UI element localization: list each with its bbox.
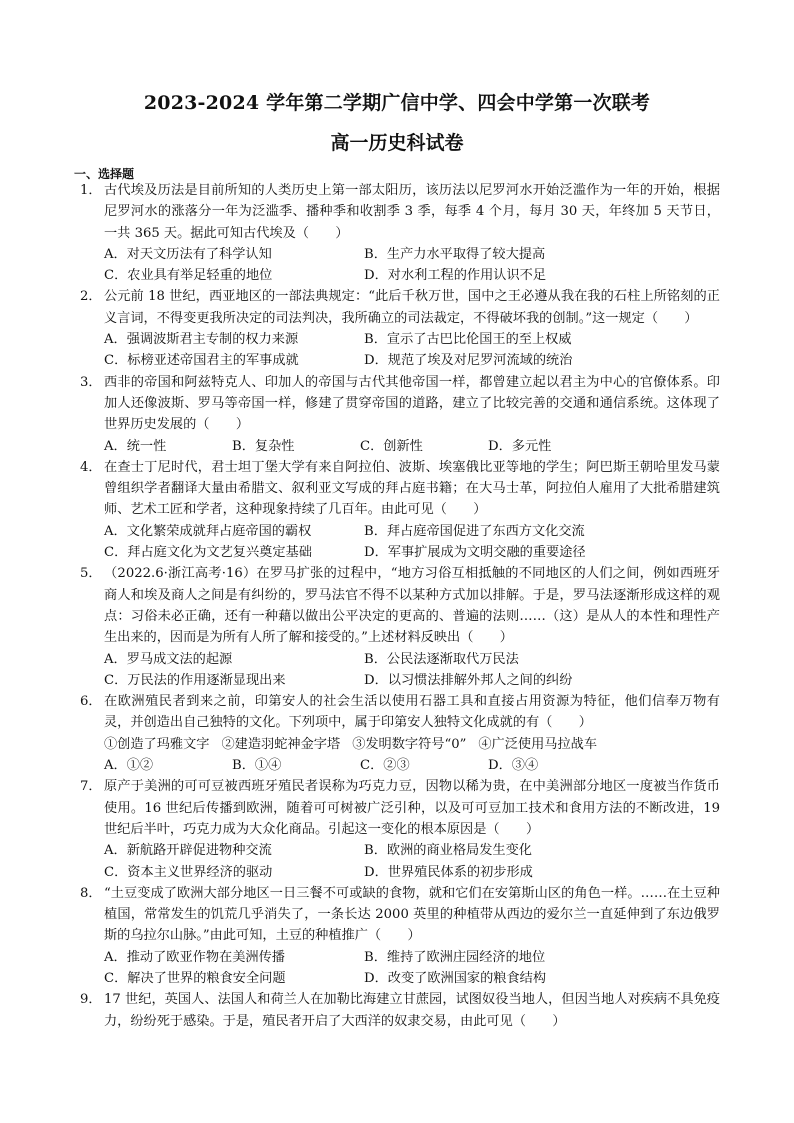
answer-option: D．规范了埃及对尼罗河流域的统治 (364, 353, 573, 369)
option-list (80, 755, 720, 776)
statement-item: ④广泛使用马拉战车 (478, 736, 598, 752)
answer-option: D．世界殖民体系的初步形成 (364, 864, 533, 880)
answer-option: D．军事扩展成为文明交融的重要途径 (364, 545, 586, 561)
question-item (80, 180, 720, 286)
option-row (104, 244, 720, 265)
answer-option: C．解决了世界的粮食安全问题 (104, 970, 286, 986)
answer-option: A．推动了欧亚作物在美洲传播 (104, 949, 285, 965)
option-row (104, 649, 720, 670)
answer-option: C．农业具有举足轻重的地位 (104, 268, 273, 284)
question-text: 在查士丁尼时代，君士坦丁堡大学有来自阿拉伯、波斯、埃塞俄比亚等地的学生；阿巴斯王朝哈里发马蒙曾组织学者翻译大量由希腊文、叙利亚文写成的拜占庭书籍；在大马士革，阿拉伯人雇用了大批希腊建筑师、艺术工匠和学者，这种现象持续了几百年。由此可见（ ） (104, 459, 720, 518)
option-list (80, 329, 720, 372)
question-number: 1． (80, 183, 102, 198)
option-list (80, 649, 720, 692)
question-item (80, 457, 720, 563)
question-stem (80, 372, 720, 436)
exam-title: 2023-2024 学年第二学期广信中学、四会中学第一次联考 (143, 92, 651, 114)
question-item (80, 691, 720, 776)
statement-list (80, 734, 720, 755)
question-text: 原产于美洲的可可豆被西班牙殖民者误称为巧克力豆，因物以稀为贵，在中美洲部分地区一度被当作货币使用。16 世纪后传播到欧洲，随着可可树被广泛引种，以及可可豆加工技术和食用方法的不断改进，19 世纪后半叶，巧克力成为大众化商品。引起这一变化的根本原因是（ ） (104, 779, 720, 837)
question-number: 6． (80, 694, 102, 710)
question-text: 17 世纪，英国人、法国人和荷兰人在加勒比海建立甘蔗园，试图奴役当地人，但因当地人对疾病不具免疫力，纷纷死于感染。于是，殖民者开启了大西洋的奴隶交易，由此可见（ ） (104, 992, 720, 1029)
question-number: 7． (80, 779, 102, 795)
answer-option: B．拜占庭帝国促进了东西方文化交流 (364, 523, 585, 539)
question-stem (80, 691, 720, 734)
question-number: 4． (80, 459, 102, 475)
answer-option: C．标榜亚述帝国君主的军事成就 (104, 353, 299, 369)
option-list (80, 947, 720, 990)
question-stem (80, 457, 720, 521)
answer-option: A．①② (104, 758, 154, 774)
question-item (80, 989, 720, 1032)
question-text: 古代埃及历法是目前所知的人类历史上第一部太阳历，该历法以尼罗河水开始泛滥作为一年的开始，根据尼罗河水的涨落分一年为泛滥季、播种季和收割季 3 季，每季 4 个月，每月 30 天，年终加 5 天节日，一共 365 天。据此可知古代埃及（ ） (104, 183, 720, 241)
option-list (80, 840, 720, 883)
question-item (80, 372, 720, 457)
option-row (104, 755, 720, 776)
question-text: “土豆变成了欧洲大部分地区一日三餐不可或缺的食物，就和它们在安第斯山区的角色一样。……在土豆种植国，常常发生的饥荒几乎消失了，一条长达 2000 英里的种植带从西边的爱尔兰一直延伸到了东边俄罗斯的乌拉尔山脉。”由此可知，土豆的种植推广（ ） (104, 885, 720, 944)
answer-option: B．宣示了古巴比伦国王的至上权威 (364, 332, 572, 348)
option-row (104, 329, 720, 350)
answer-option: D．对水利工程的作用认识不足 (364, 268, 547, 284)
answer-option: C．拜占庭文化为文艺复兴奠定基础 (104, 545, 312, 561)
answer-option: D．改变了欧洲国家的粮食结构 (364, 970, 547, 986)
statement-item: ①创造了玛雅文字 (104, 736, 210, 752)
answer-option: A．对天文历法有了科学认知 (104, 246, 272, 262)
option-row (104, 670, 720, 691)
question-stem (80, 180, 720, 244)
question-stem (80, 563, 720, 648)
question-stem (80, 776, 720, 840)
answer-option: B．①④ (232, 758, 282, 774)
option-row (104, 947, 720, 968)
answer-option: B．维持了欧洲庄园经济的地位 (364, 949, 546, 965)
question-stem (80, 883, 720, 947)
question-text: 公元前 18 世纪，西亚地区的一部法典规定：“此后千秋万世，国中之王必遵从我在我的石柱上所铭刻的正义言词，不得变更我所决定的司法判决，我所确立的司法裁定，不得破坏我的创制。”这一规定（ ） (104, 289, 720, 326)
option-list (80, 244, 720, 287)
answer-option: A．文化繁荣成就拜占庭帝国的霸权 (104, 523, 312, 539)
question-item (80, 883, 720, 989)
answer-option: A．新航路开辟促进物种交流 (104, 843, 272, 859)
exam-subtitle: 高一历史科试卷 (330, 132, 464, 154)
question-stem (80, 989, 720, 1032)
answer-option: C．创新性 (360, 438, 423, 454)
option-row (104, 542, 720, 563)
answer-option: D．多元性 (488, 438, 552, 454)
option-row (104, 521, 720, 542)
question-number: 8． (80, 885, 102, 901)
question-list (80, 180, 720, 1032)
statement-item: ③发明数字符号“0” (352, 736, 467, 752)
answer-option: A．罗马成文法的起源 (104, 651, 233, 667)
answer-option: B．生产力水平取得了较大提高 (364, 246, 546, 262)
option-row (104, 968, 720, 989)
option-row (104, 436, 720, 457)
question-number: 3． (80, 374, 102, 390)
answer-option: A．统一性 (104, 438, 167, 454)
answer-option: B．公民法逐渐取代万民法 (364, 651, 519, 667)
answer-option: A．强调波斯君主专制的权力来源 (104, 332, 299, 348)
answer-option: C．②③ (360, 758, 410, 774)
question-item (80, 776, 720, 882)
question-item (80, 563, 720, 691)
answer-option: D．③④ (488, 758, 539, 774)
question-stem (80, 286, 720, 329)
section-heading: 一、选择题 (74, 167, 135, 181)
answer-option: C．万民法的作用逐渐显现出来 (104, 672, 286, 688)
answer-option: B．欧洲的商业格局发生变化 (364, 843, 532, 859)
answer-option: B．复杂性 (232, 438, 295, 454)
question-text: 西非的帝国和阿兹特克人、印加人的帝国与古代其他帝国一样，都曾建立起以君主为中心的官僚体系。印加人还像波斯、罗马等帝国一样，修建了贯穿帝国的道路，建立了比较完善的交通和通信系统。这体现了世界历史发展的（ ） (104, 374, 720, 433)
statement-item: ②建造羽蛇神金字塔 (221, 736, 341, 752)
option-list (80, 521, 720, 564)
question-number: 9． (80, 992, 102, 1008)
option-row (104, 862, 720, 883)
option-row (104, 265, 720, 286)
option-list (80, 436, 720, 457)
question-item (80, 286, 720, 371)
answer-option: C．资本主义世界经济的驱动 (104, 864, 273, 880)
option-row (104, 840, 720, 861)
question-number: 2． (80, 289, 102, 305)
answer-option: D．以习惯法排解外邦人之间的纠纷 (364, 672, 573, 688)
option-row (104, 350, 720, 371)
question-text: （2022.6·浙江高考·16）在罗马扩张的过程中，“地方习俗互相抵触的不同地区的人们之间，例如西班牙商人和埃及商人之间是有纠纷的，罗马法官不得不以某种方式加以排解。于是，罗马法逐渐形成这样的观点：习俗未必正确，还有一种藉以做出公平决定的更高的、普遍的法则……（这）是从人的本性和理性产生出来的，因而是为所有人所了解和接受的。”上述材料反映出（ ） (104, 566, 720, 646)
question-number: 5． (80, 566, 102, 582)
question-text: 在欧洲殖民者到来之前，印第安人的社会生活以使用石器工具和直接占用资源为特征，他们信奉万物有灵，并创造出自己独特的文化。下列项中，属于印第安人独特文化成就的有（ ） (104, 694, 720, 731)
